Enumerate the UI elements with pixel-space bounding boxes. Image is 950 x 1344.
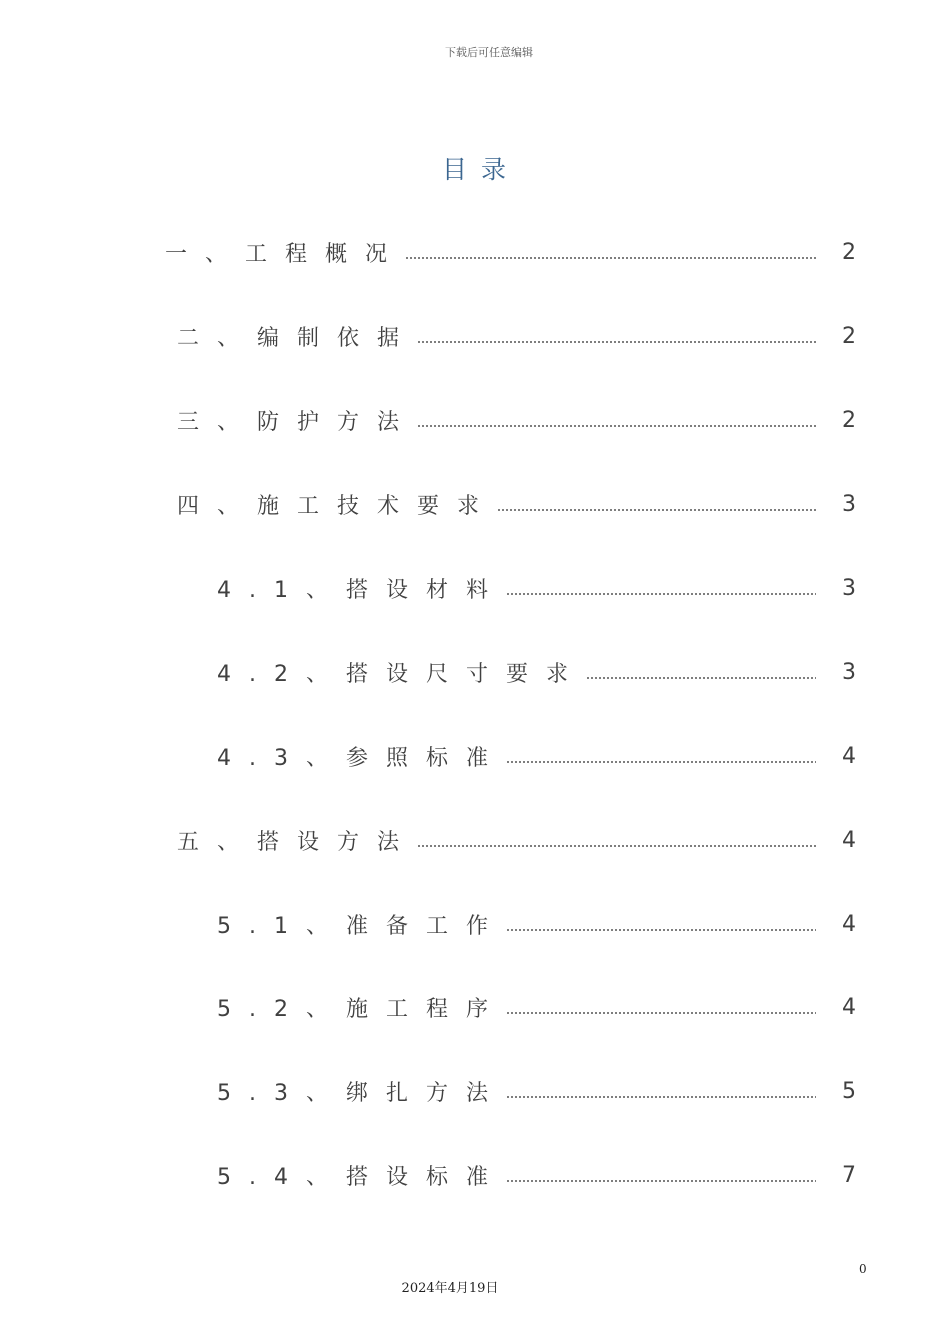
toc-entry-label: 5.3、绑扎方法 xyxy=(217,1080,506,1106)
toc-entry-label: 4.3、参照标准 xyxy=(217,745,506,771)
toc-entry-4-2[interactable] xyxy=(217,655,854,689)
toc-entry-5-3[interactable] xyxy=(217,1074,854,1108)
toc-entry-5[interactable] xyxy=(177,823,854,857)
toc-entry-label: 5.2、施工程序 xyxy=(217,996,506,1022)
toc-entry-page: 4 xyxy=(842,827,856,853)
toc-entry-5-2[interactable] xyxy=(217,990,854,1024)
toc-entry-page: 3 xyxy=(842,491,856,517)
toc-entry-label: 5.4、搭设标准 xyxy=(217,1164,506,1190)
header-note: 下载后可任意编辑 xyxy=(445,46,533,59)
toc-entry-label: 一、工程概况 xyxy=(165,241,406,267)
dot-leader xyxy=(506,1012,816,1014)
dot-leader xyxy=(417,845,816,847)
toc-entry-label: 4.2、搭设尺寸要求 xyxy=(217,661,586,687)
footer-page-number: 0 xyxy=(859,1262,867,1276)
toc-entry-page: 2 xyxy=(842,407,856,433)
toc-entry-label: 4.1、搭设材料 xyxy=(217,577,506,603)
dot-leader xyxy=(506,1180,816,1182)
dot-leader xyxy=(586,677,816,679)
toc-entry-page: 5 xyxy=(842,1078,856,1104)
toc-entry-page: 3 xyxy=(842,575,856,601)
toc-entry-page: 4 xyxy=(842,911,856,937)
toc-entry-label: 四、施工技术要求 xyxy=(177,493,498,519)
toc-entry-page: 2 xyxy=(842,239,856,265)
toc-entry-5-4[interactable] xyxy=(217,1158,854,1192)
dot-leader xyxy=(506,761,816,763)
toc-entry-page: 4 xyxy=(842,994,856,1020)
toc-entry-label: 三、防护方法 xyxy=(177,409,418,435)
toc-entry-page: 2 xyxy=(842,323,856,349)
toc-title: 目录 xyxy=(441,155,520,184)
toc-entry-page: 3 xyxy=(842,659,856,685)
dot-leader xyxy=(506,593,816,595)
dot-leader xyxy=(506,1096,816,1098)
toc-entry-label: 二、编制依据 xyxy=(177,325,418,351)
dot-leader xyxy=(497,509,816,511)
toc-entry-1[interactable] xyxy=(165,235,854,269)
dot-leader xyxy=(417,341,816,343)
toc-entry-5-1[interactable] xyxy=(217,907,854,941)
footer-date: 2024年4月19日 xyxy=(401,1281,499,1296)
dot-leader xyxy=(506,929,816,931)
toc-entry-page: 7 xyxy=(842,1162,856,1188)
toc-entry-4-3[interactable] xyxy=(217,739,854,773)
toc-entry-label: 5.1、准备工作 xyxy=(217,913,506,939)
toc-entry-page: 4 xyxy=(842,743,856,769)
toc-entry-4-1[interactable] xyxy=(217,571,854,605)
toc-entry-3[interactable] xyxy=(177,403,854,437)
dot-leader xyxy=(417,425,816,427)
toc-entry-2[interactable] xyxy=(177,319,854,353)
dot-leader xyxy=(405,257,816,259)
toc-entry-4[interactable] xyxy=(177,487,854,521)
toc-entry-label: 五、搭设方法 xyxy=(177,829,418,855)
